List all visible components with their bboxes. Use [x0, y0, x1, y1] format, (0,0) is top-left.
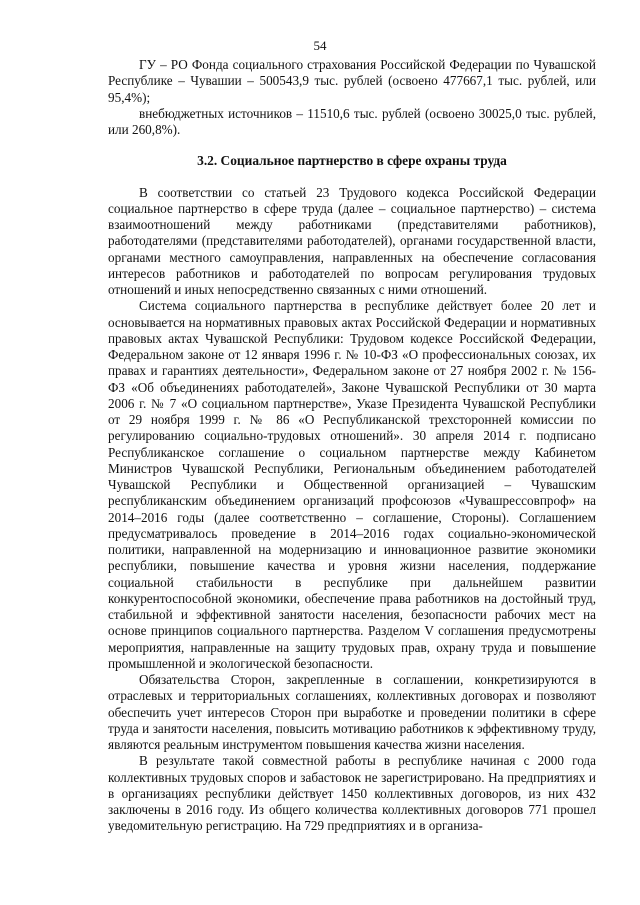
body-paragraph-1: В соответствии со статьей 23 Трудового кодекса Российской Федерации социальное партнерство в сфере труда (далее – социальное партнерство) – система взаимоотношений между работниками (представителями работников), работодателями (представителями работодателей), органами государственной власти, органами местного самоуправления, направленных на обеспечение согласования интересов работников и работодателей по вопросам регулирования трудовых отношений и иных непосредственно связанных с ними отношений.: [108, 184, 596, 297]
body-paragraph-4: В результате такой совместной работы в республике начиная с 2000 года коллективных трудовых споров и забастовок не зарегистрировано. На предприятиях и в организациях республики действует 1450 коллективных договоров, из них 432 заключены в 2016 году. Из общего количества коллективных договоров 771 прошел уведомительную регистрацию. На 729 предприятиях и в организа-: [108, 753, 596, 834]
intro-paragraph-2: внебюджетных источников – 11510,6 тыс. рублей (освоено 30025,0 тыс. рублей, или 260,8%).: [108, 105, 596, 137]
page-number: 54: [313, 38, 327, 53]
body-paragraph-2: Система социального партнерства в республике действует более 20 лет и основывается на нормативных правовых актах Российской Федерации и нормативных правовых актах Чувашской Республики: Трудовом кодексе Российской Федерации, Федеральном законе от 12 января 1996 г. № 10-ФЗ «О профессиональных союзах, их правах и гарантиях деятельности», Федеральном законе от 27 ноября 2002 г. № 156-ФЗ «Об объединениях работодателей», Законе Чувашской Республики от 30 марта 2006 г. № 7 «О социальном партнерстве», Указе Президента Чувашской Республики от 29 ноября 1999 г. № 86 «О Республиканской трехсторонней комиссии по регулированию социально-трудовых отношений». 30 апреля 2014 г. подписано Республиканское соглашение о социальном партнерстве между Кабинетом Министров Чувашской Республики, Региональным объединением работодателей Чувашской Республики и Общественной организацией – Чувашским республиканским объединением организаций профсоюзов «Чувашрессовпроф» на 2014–2016 годы (далее соответственно – соглашение, Стороны). Соглашением предусматривалось проведение в 2014–2016 годах социально-экономической политики, направленной на модернизацию и инновационное развитие экономики республики, повышение качества и уровня жизни населения, поддержание социальной стабильности в республике при дальнейшем развитии конкурентоспособной экономики, обеспечение права работников на достойный труд, стабильной и эффективной занятости населения, безопасности рабочих мест на основе принципов социального партнерства. Разделом V соглашения предусмотрены мероприятия, направленные на защиту трудовых прав, охрану труда и повышение промышленной и экологической безопасности.: [108, 298, 596, 671]
intro-paragraph-1: ГУ – РО Фонда социального страхования Российской Федерации по Чувашской Республике – Чувашии – 500543,9 тыс. рублей (освоено 477667,1 тыс. рублей, или 95,4%);: [108, 57, 596, 105]
section-heading: 3.2. Социальное партнерство в сфере охраны труда: [197, 153, 507, 169]
body-paragraph-3: Обязательства Сторон, закрепленные в соглашении, конкретизируются в отраслевых и территориальных соглашениях, коллективных договорах и позволяют обеспечить учет интересов Сторон при выработке и проведении политики в сфере труда и занятости населения, повысить мотивацию работников к эффективному труду, являются реальным инструментом повышения качества жизни населения.: [108, 672, 596, 752]
document-body: [108, 57, 596, 835]
